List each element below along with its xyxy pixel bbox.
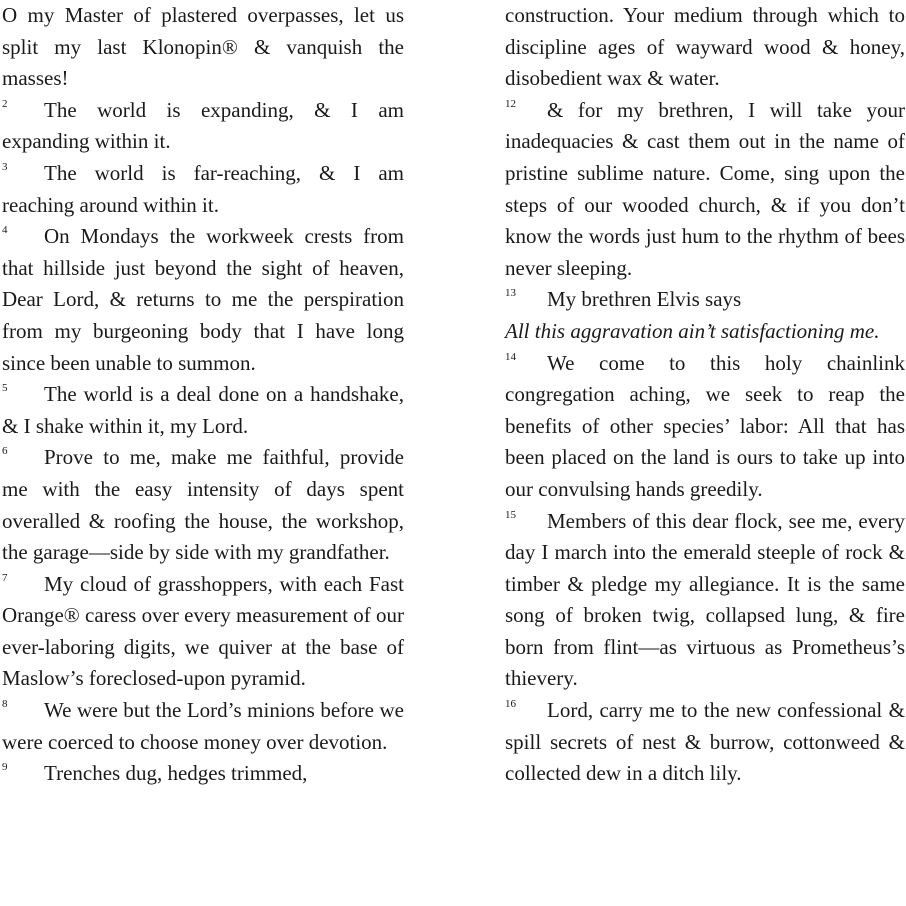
right-column: [505, 0, 905, 790]
verse-number: 5: [2, 382, 8, 395]
verse-13: 13 My brethren Elvis says: [505, 287, 742, 312]
verse-3: 3 The world is far-reaching, & I am reaching around within it.: [2, 160, 404, 217]
verse-1: O my Master of plastered overpasses, let us split my last Klonopin® & vanquish the masses!: [2, 3, 404, 91]
verse-2: 2 The world is expanding, & I am expanding within it.: [2, 97, 404, 154]
verse-number: 15: [505, 508, 516, 521]
verse-number: 2: [2, 97, 8, 110]
verse-continued: construction. Your medium through which to discipline ages of wayward wood & honey, disobedient wax & water.: [505, 3, 905, 91]
verse-number: 13: [505, 287, 516, 300]
verse-number: 14: [505, 350, 516, 363]
verse-12: 12 & for my brethren, I will take your inadequacies & cast them out in the name of pristine sublime nature. Come, sing upon the steps of our wooded church, & if you don’t know the words just hum to the rhythm of bees never sleeping.: [505, 97, 905, 280]
verse-number: 16: [505, 698, 516, 711]
left-column: [2, 0, 404, 790]
verse-6: 6 Prove to me, make me faithful, provide me with the easy intensity of days spent overalled & roofing the house, the workshop, the garage—side by side with my grandfather.: [2, 445, 404, 565]
verse-number: 12: [505, 97, 516, 110]
verse-number: 8: [2, 698, 8, 711]
verse-number: 4: [2, 224, 8, 237]
verse-number: 6: [2, 445, 8, 458]
verse-number: 7: [2, 571, 8, 584]
verse-number: 9: [2, 761, 8, 774]
elvis-quote: All this aggravation ain’t satisfactioning me.: [505, 318, 880, 343]
verse-15: 15 Members of this dear flock, see me, every day I march into the emerald steeple of rock & timber & pledge my allegiance. It is the same song of broken twig, collapsed lung, & fire born from flint—as virtuous as Prometheus’s thievery.: [505, 508, 905, 691]
verse-number: 3: [2, 160, 8, 173]
verse-4: 4 On Mondays the workweek crests from that hillside just beyond the sight of heaven, Dear Lord, & returns to me the perspiration from my burgeoning body that I have long since been unable to summon.: [2, 224, 404, 375]
verse-9: 9 Trenches dug, hedges trimmed,: [2, 761, 308, 786]
verse-5: 5 The world is a deal done on a handshake, & I shake within it, my Lord.: [2, 382, 404, 438]
verse-14: 14 We come to this holy chainlink congregation aching, we seek to reap the benefits of other species’ labor: All that has been placed on the land is ours to take up into our convulsing hands greedily.: [505, 350, 905, 501]
verse-8: 8 We were but the Lord’s minions before we were coerced to choose money over devotion.: [2, 698, 404, 754]
verse-16: 16 Lord, carry me to the new confessional & spill secrets of nest & burrow, cottonweed & collected dew in a ditch lily.: [505, 698, 905, 786]
verse-7: 7 My cloud of grasshoppers, with each Fast Orange® caress over every measurement of our ever-laboring digits, we quiver at the base of Maslow’s foreclosed-upon pyramid.: [2, 571, 404, 691]
